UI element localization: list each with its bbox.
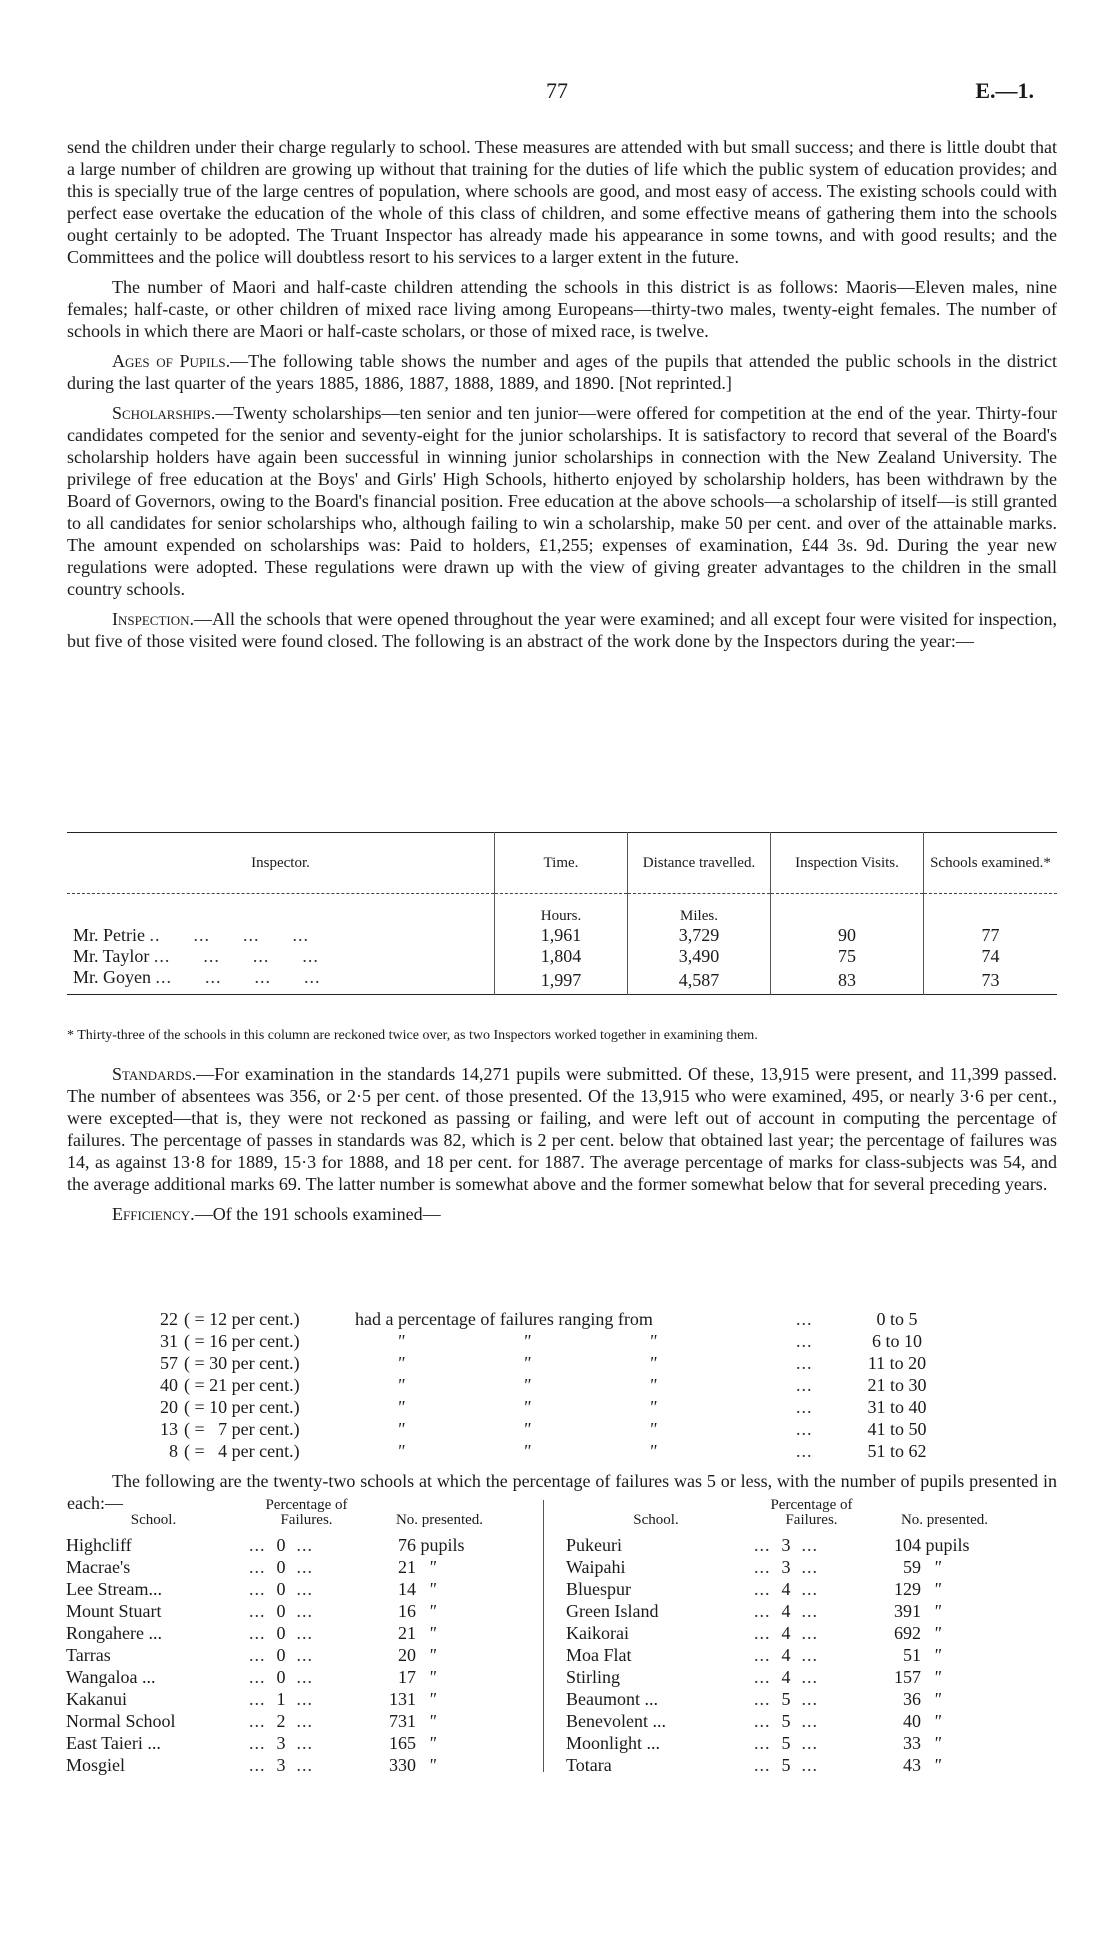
visits-value: 90 <box>771 925 924 946</box>
table-row: Mount Stuart ... 0 ... 16 " <box>62 1600 511 1622</box>
school-name: Lee Stream... <box>66 1579 162 1599</box>
distance-value: 4,587 <box>628 967 771 995</box>
paragraph-efficiency <box>67 1203 1057 1225</box>
units-row <box>67 894 1057 926</box>
table-row: Mr. Taylor ... ... ... ... 1,804 3,490 75 74 <box>67 946 1057 967</box>
paragraph-schools-list: The following are the twenty-two schools at which the percentage of failures was 5 or less, with the number of pupils presented in each:— <box>67 1471 1057 1513</box>
school-name: Beaumont ... <box>566 1689 658 1709</box>
failure-pct: 1 <box>276 1689 286 1709</box>
failure-pct: 4 <box>781 1667 791 1687</box>
pupils-presented: 165 <box>389 1733 416 1753</box>
school-name: Rongahere ... <box>66 1623 162 1643</box>
paragraph-inspection <box>67 608 1057 652</box>
failure-pct: 0 <box>276 1601 286 1621</box>
pupils-presented: 43 <box>903 1755 921 1775</box>
examined-value: 73 <box>924 967 1058 995</box>
failure-pct: 4 <box>781 1601 791 1621</box>
inspection-table-header <box>67 833 1057 894</box>
pupils-presented: 14 <box>398 1579 416 1599</box>
standards-text: —For examination in the standards 14,271 pupils were submitted. Of these, 13,915 were present, and 11,399 passed. The number of absentees was 356, or 2·5 per cent. of those presented. Of the 13,915 who were examined, 495, or nearly 3·6 per cent., were excepted—that is, they were not reckoned as passing or failing, and were left out of account in computing the percentage of failures. The percentage of passes in standards was 82, which is 2 per cent. below that obtained last year; the percentage of failures was 14, as against 13·8 for 1889, 15·3 for 1888, and 18 per cent. for 1887. The average percentage of marks for class-subjects was 54, and the average additional marks 69. The latter number is somewhat above and the former somewhat below that for several preceding years. <box>67 1064 1057 1194</box>
efficiency-row: 8 ( = 4 per cent.) " " " ... 51 to 62 <box>169 1441 927 1461</box>
failure-pct: 3 <box>276 1755 286 1775</box>
pupils-presented: 692 <box>894 1623 921 1643</box>
footnote: * Thirty-three of the schools in this column are reckoned twice over, as two Inspectors worked together in examining them. <box>67 1028 758 1043</box>
efficiency-row: 22 ( = 12 per cent.) had a percentage of failures ranging from ... 0 to 5 <box>160 1309 918 1329</box>
pupils-presented: 330 <box>389 1755 416 1775</box>
paragraph-truancy: send the children under their charge regularly to school. These measures are attended with but small success; and there is little doubt that a large number of children are growing up without that training for the duties of life which the public system of education provides; and this is specially true of the large centres of population, where schools are good, and most easy of access. The existing schools could with perfect ease overtake the education of the whole of this class of children, and some effective means of gathering them into the schools ought certainly to be adopted. The Truant Inspector has already made his appearance in some towns, and with good results; and the Committees and the police will doubtless resort to his services to a larger extent in the future. <box>67 137 1057 267</box>
scholarships-text: —Twenty scholarships—ten senior and ten junior—were offered for competition at the end of the year. Thirty-four candidates competed for the senior and seventy-eight for the junior scholarships. It is satisfactory to record that several of the Board's scholarship holders have again been successful in winning junior scholarships in connection with the New Zealand University. The privilege of free education at the Boys' and Girls' High Schools, hitherto enjoyed by scholarship holders, has been withdrawn by the Board of Governors, owing to the Board's financial position. Free education at the above schools—a scholarship of itself—is still granted to all candidates for senior scholarships who, although failing to win a scholarship, make 50 per cent. and over of the attainable marks. The amount expended on scholarships was: Paid to holders, £1,255; expenses of examination, £44 3s. 9d. During the year new regulations were adopted. These regulations were drawn up with the view of giving greater advantages to the children in the small country schools. <box>67 403 1057 599</box>
examined-value: 77 <box>924 925 1058 946</box>
unit-label: " <box>933 1557 942 1577</box>
table-row: Stirling ... 4 ... 157 " <box>562 1666 1016 1688</box>
school-name: Pukeuri <box>566 1535 622 1555</box>
unit-label: " <box>933 1711 942 1731</box>
unit-miles: Miles. <box>628 894 771 926</box>
school-name: Moonlight ... <box>566 1733 661 1753</box>
table-row: Green Island ... 4 ... 391 " <box>562 1600 1016 1622</box>
inspection-text: —All the schools that were opened throughout the year were examined; and all except four were visited for inspection, but five of those visited were found closed. The following is an abstract of the work done by the Inspectors during the year:— <box>67 609 1057 651</box>
pupils-presented: 20 <box>398 1645 416 1665</box>
pupils-presented: 731 <box>389 1711 416 1731</box>
schools-table-left: School. Percentage of Failures. No. presented. Highcliff ... 0 ... 76 pupils Macrae's ... 0 ... 21 " Lee Stream... ... 0 ... 14 " Mount Stuart ... 0 ... 16 " Rongahere ... ... 0 ... 21 " Tarras ... 0 ... 20 " Wangaloa ... ... 0 ... 17 " Kakanui ... 1 ... 131 " Normal School ... 2 ... 731 " East Taieri ... ... 3 ... 165 " Mosgiel ... 3 ... 330 " <box>62 1498 511 1776</box>
schools-right-body <box>562 1534 1016 1776</box>
school-name: Kaikorai <box>566 1623 629 1643</box>
failure-pct: 0 <box>276 1557 286 1577</box>
pupils-presented: 16 <box>398 1601 416 1621</box>
inspector-name: Mr. Petrie <box>73 925 145 945</box>
unit-label: " <box>428 1557 437 1577</box>
pupils-presented: 129 <box>894 1579 921 1599</box>
school-name: Mosgiel <box>66 1755 126 1775</box>
pupils-presented: 51 <box>903 1645 921 1665</box>
unit-label: " <box>933 1689 942 1709</box>
efficiency-row: 31 ( = 16 per cent.) " " " ... 6 to 10 <box>160 1331 922 1351</box>
unit-label: pupils <box>420 1535 465 1555</box>
school-name: East Taieri ... <box>66 1733 161 1753</box>
table-row: Benevolent ... ... 5 ... 40 " <box>562 1710 1016 1732</box>
table-row: Pukeuri ... 3 ... 104 pupils <box>562 1534 1016 1556</box>
unit-label: " <box>428 1733 437 1753</box>
failure-pct: 5 <box>781 1733 791 1753</box>
examined-value: 74 <box>924 946 1058 967</box>
failure-pct: 0 <box>276 1645 286 1665</box>
unit-label: " <box>428 1755 437 1775</box>
paragraph-standards <box>67 1063 1057 1195</box>
school-name: Benevolent ... <box>566 1711 666 1731</box>
efficiency-row: 40 ( = 21 per cent.) " " " ... 21 to 30 <box>160 1375 927 1395</box>
unit-label: pupils <box>925 1535 970 1555</box>
failure-pct: 3 <box>781 1535 791 1555</box>
heading-efficiency: Efficiency. <box>112 1204 195 1224</box>
unit-label: " <box>933 1755 942 1775</box>
column-divider <box>543 1500 544 1772</box>
visits-value: 75 <box>771 946 924 967</box>
table-row: Mr. Petrie .. ... ... ... 1,961 3,729 90 77 <box>67 925 1057 946</box>
school-name: Green Island <box>566 1601 659 1621</box>
col-time: Time. <box>495 833 628 894</box>
table-row: Bluespur ... 4 ... 129 " <box>562 1578 1016 1600</box>
school-name: Mount Stuart <box>66 1601 162 1621</box>
school-name: Wangaloa ... <box>66 1667 156 1687</box>
table-row: East Taieri ... ... 3 ... 165 " <box>62 1732 511 1754</box>
failure-pct: 0 <box>276 1535 286 1555</box>
failure-pct: 4 <box>781 1623 791 1643</box>
efficiency-text: —Of the 191 schools examined— <box>194 1204 441 1224</box>
table-row: Tarras ... 0 ... 20 " <box>62 1644 511 1666</box>
school-name: Kakanui <box>66 1689 127 1709</box>
table-row: Rongahere ... ... 0 ... 21 " <box>62 1622 511 1644</box>
failure-pct: 3 <box>276 1733 286 1753</box>
school-name: Macrae's <box>66 1557 131 1577</box>
failure-pct: 0 <box>276 1623 286 1643</box>
unit-label: " <box>428 1579 437 1599</box>
table-row: Kaikorai ... 4 ... 692 " <box>562 1622 1016 1644</box>
efficiency-row: 13 ( = 7 per cent.) " " " ... 41 to 50 <box>160 1419 927 1439</box>
failure-pct: 2 <box>276 1711 286 1731</box>
paragraph-ages <box>67 350 1057 394</box>
efficiency-row: 57 ( = 30 per cent.) " " " ... 11 to 20 <box>160 1353 927 1373</box>
page-number: 77 <box>546 78 568 103</box>
pupils-presented: 33 <box>903 1733 921 1753</box>
table-row: Moa Flat ... 4 ... 51 " <box>562 1644 1016 1666</box>
schools-left-body <box>62 1534 511 1776</box>
failure-pct: 5 <box>781 1711 791 1731</box>
table-row: Totara ... 5 ... 43 " <box>562 1754 1016 1776</box>
table-row: Mosgiel ... 3 ... 330 " <box>62 1754 511 1776</box>
efficiency-row: 20 ( = 10 per cent.) " " " ... 31 to 40 <box>160 1397 927 1417</box>
unit-label: " <box>428 1645 437 1665</box>
unit-label: " <box>428 1667 437 1687</box>
table-row: Moonlight ... ... 5 ... 33 " <box>562 1732 1016 1754</box>
pupils-presented: 59 <box>903 1557 921 1577</box>
school-name: Stirling <box>566 1667 621 1687</box>
table-row: Beaumont ... ... 5 ... 36 " <box>562 1688 1016 1710</box>
unit-label: " <box>933 1733 942 1753</box>
pupils-presented: 104 <box>894 1535 921 1555</box>
school-name: Highcliff <box>66 1535 132 1555</box>
distance-value: 3,729 <box>628 925 771 946</box>
heading-scholarships: Scholarships. <box>112 403 216 423</box>
col-examined: Schools examined.* <box>924 833 1058 894</box>
table-row: Mr. Goyen ... ... ... ... 1,997 4,587 83 73 <box>67 967 1057 995</box>
table-row: Macrae's ... 0 ... 21 " <box>62 1556 511 1578</box>
school-name: Normal School <box>66 1711 176 1731</box>
inspector-name: Mr. Goyen <box>73 967 151 987</box>
unit-label: " <box>933 1601 942 1621</box>
failure-pct: 3 <box>781 1557 791 1577</box>
col-visits: Inspection Visits. <box>771 833 924 894</box>
heading-inspection: Inspection. <box>112 609 195 629</box>
col-distance: Distance travelled. <box>628 833 771 894</box>
col-inspector: Inspector. <box>251 854 310 871</box>
schools-table-right: School. Percentage of Failures. No. presented. Pukeuri ... 3 ... 104 pupils Waipahi ... 3 ... 59 " Bluespur ... 4 ... 129 " Green Island ... 4 ... 391 " Kaikorai ... 4 ... 692 " Moa Flat ... 4 ... 51 " Stirling ... 4 ... 157 " Beaumont ... ... 5 ... 36 " Benevolent ... ... 5 ... 40 " Moonlight ... ... 5 ... 33 " Totara ... 5 ... 43 " <box>562 1498 1016 1776</box>
school-name: Bluespur <box>566 1579 631 1599</box>
distance-value: 3,490 <box>628 946 771 967</box>
unit-label: " <box>933 1579 942 1599</box>
paragraph-scholarships <box>67 402 1057 600</box>
pupils-presented: 17 <box>398 1667 416 1687</box>
table-row: Highcliff ... 0 ... 76 pupils <box>62 1534 511 1556</box>
table-row: Kakanui ... 1 ... 131 " <box>62 1688 511 1710</box>
failure-pct: 4 <box>781 1645 791 1665</box>
inspection-table <box>67 832 1057 995</box>
failure-pct: 4 <box>781 1579 791 1599</box>
table-row: Wangaloa ... ... 0 ... 17 " <box>62 1666 511 1688</box>
pupils-presented: 36 <box>903 1689 921 1709</box>
body-text-upper <box>67 136 1057 660</box>
pupils-presented: 391 <box>894 1601 921 1621</box>
failure-pct: 0 <box>276 1579 286 1599</box>
school-name: Totara <box>566 1755 612 1775</box>
school-name: Moa Flat <box>566 1645 632 1665</box>
time-value: 1,961 <box>495 925 628 946</box>
time-value: 1,804 <box>495 946 628 967</box>
unit-hours: Hours. <box>495 894 628 926</box>
unit-label: " <box>428 1623 437 1643</box>
unit-label: " <box>428 1711 437 1731</box>
unit-label: " <box>428 1689 437 1709</box>
pupils-presented: 157 <box>894 1667 921 1687</box>
school-name: Waipahi <box>566 1557 626 1577</box>
pupils-presented: 21 <box>398 1623 416 1643</box>
unit-label: " <box>933 1645 942 1665</box>
failure-pct: 5 <box>781 1689 791 1709</box>
visits-value: 83 <box>771 967 924 995</box>
pupils-presented: 131 <box>389 1689 416 1709</box>
school-name: Tarras <box>66 1645 111 1665</box>
heading-standards: Standards. <box>112 1064 197 1084</box>
pupils-presented: 21 <box>398 1557 416 1577</box>
document-code: E.—1. <box>975 78 1034 103</box>
unit-label: " <box>933 1667 942 1687</box>
paragraph-maori: The number of Maori and half-caste children attending the schools in this district is as follows: Maoris—Eleven males, nine females; half-caste, or other children of mixed race living among Europeans—thirty-two males, twenty-eight females. The number of schools in which there are Maori or half-caste scholars, or those of mixed race, is twelve. <box>67 277 1057 341</box>
ages-text: —The following table shows the number and ages of the pupils that attended the public schools in the district during the last quarter of the years 1885, 1886, 1887, 1888, 1889, and 1890. [Not reprinted.] <box>67 351 1057 393</box>
failure-pct: 0 <box>276 1667 286 1687</box>
heading-ages: Ages of Pupils. <box>112 351 231 371</box>
body-text-middle <box>67 1063 1057 1233</box>
pupils-presented: 40 <box>903 1711 921 1731</box>
time-value: 1,997 <box>495 967 628 995</box>
table-row: Normal School ... 2 ... 731 " <box>62 1710 511 1732</box>
unit-label: " <box>428 1601 437 1621</box>
failure-pct: 5 <box>781 1755 791 1775</box>
inspector-name: Mr. Taylor <box>73 946 150 966</box>
unit-label: " <box>933 1623 942 1643</box>
efficiency-table <box>145 1308 945 1462</box>
table-row: Lee Stream... ... 0 ... 14 " <box>62 1578 511 1600</box>
pupils-presented: 76 <box>398 1535 416 1555</box>
table-row: Waipahi ... 3 ... 59 " <box>562 1556 1016 1578</box>
